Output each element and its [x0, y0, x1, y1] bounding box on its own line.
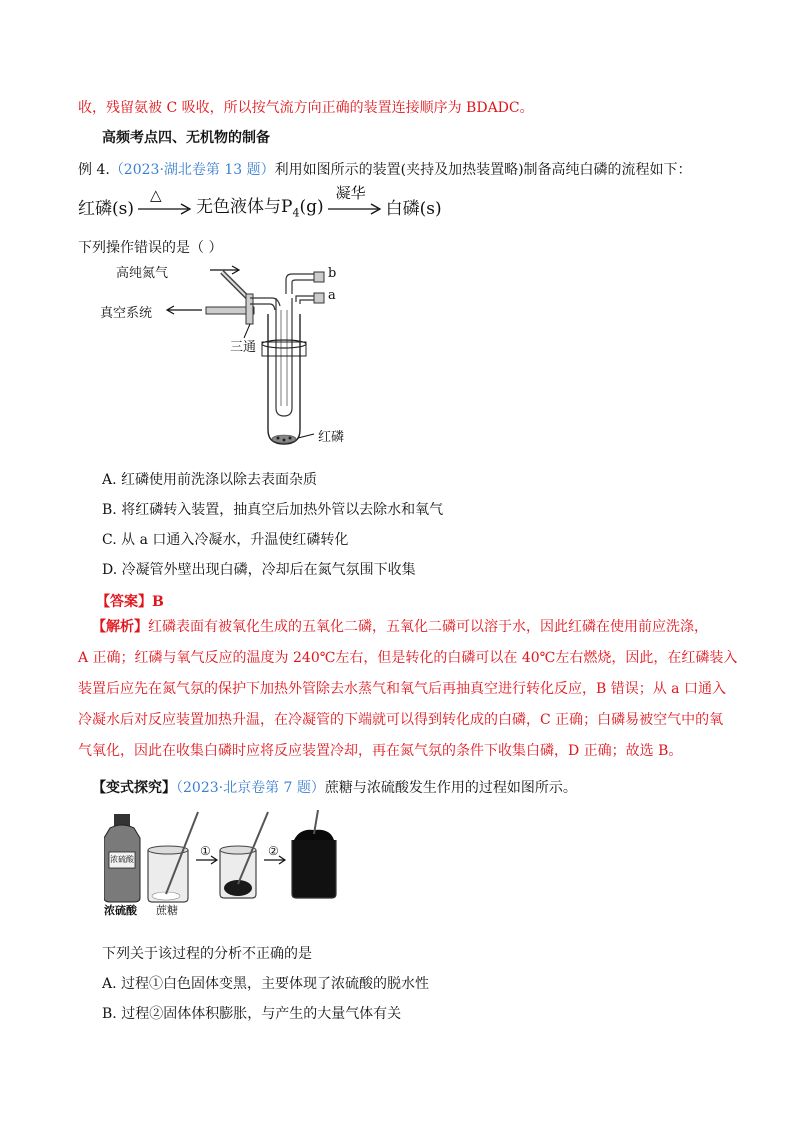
flow-arrow-1: [136, 186, 194, 222]
question: 下列操作错误的是（ ）: [78, 240, 223, 256]
answer-value: B: [152, 594, 164, 610]
top-line: 收，残留氨被 C 吸收，所以按气流方向正确的装置连接顺序为 BDADC。: [78, 100, 534, 116]
step1-label: ①: [200, 844, 211, 858]
port-a-label: a: [328, 288, 336, 303]
flow-start: 红磷(s): [78, 198, 134, 219]
sublimation-label: 凝华: [335, 184, 366, 202]
section-title: 高频考点四、无机物的制备: [102, 130, 270, 146]
sugar-reaction-photo: [104, 810, 354, 920]
apparatus-figure: [100, 258, 380, 458]
heat-symbol: △: [150, 186, 162, 204]
option-d: D. 冷凝管外壁出现白磷，冷却后在氮气氛围下收集: [102, 562, 416, 578]
bottle-label: 浓硫酸: [110, 855, 134, 864]
option-b: B. 将红磷转入装置，抽真空后加热外管以去除水和氧气: [102, 502, 444, 518]
analysis-row: 冷凝水后对反应装置加热升温，在冷凝管的下端就可以得到转化成的白磷，C 正确；白磷易被空气中的氧: [78, 712, 724, 728]
analysis-row: 【解析】红磷表面有被氧化生成的五氧化二磷，五氧化二磷可以溶于水，因此红磷在使用前应洗涤，: [92, 619, 708, 635]
flow-arrow-2: [326, 184, 384, 222]
question-2: 下列关于该过程的分析不正确的是: [102, 946, 312, 962]
vacuum-label: 真空系统: [100, 306, 153, 321]
example-line: [78, 160, 692, 180]
port-b-label: b: [328, 266, 337, 281]
red-phosphorus-label: 红磷: [318, 430, 345, 445]
example-text: 利用如图所示的装置(夹持及加热装置略)制备高纯白磷的流程如下：: [274, 162, 692, 178]
acid-label: 浓硫酸: [104, 904, 137, 917]
flow-end: 白磷(s): [385, 198, 442, 219]
three-way-label: 三通: [230, 340, 257, 355]
option-a: A. 红磷使用前洗涤以除去表面杂质: [102, 472, 318, 488]
arrow-right-icon: [136, 190, 194, 222]
answer: [96, 592, 164, 612]
reaction-drawing: [104, 810, 354, 920]
analysis: [78, 612, 738, 767]
step2-label: ②: [268, 844, 279, 858]
option2-a: A. 过程①白色固体变黑，主要体现了浓硫酸的脱水性: [102, 976, 430, 992]
option-c: C. 从 a 口通入冷凝水，升温使红磷转化: [102, 532, 349, 548]
flow-equation: [78, 184, 442, 222]
flow-middle: 无色液体与$P_4(g)$: [196, 197, 324, 220]
option2-b: B. 过程②固体体积膨胀，与产生的大量气体有关: [102, 1006, 402, 1022]
variant-text: 蔗糖与浓硫酸发生作用的过程如图所示。: [324, 780, 577, 796]
analysis-row: 装置后应先在氮气氛的保护下加热外管除去水蒸气和氧气后再抽真空进行转化反应，B 错误；从 a 口通入: [78, 681, 726, 697]
analysis-row: A 正确；红磷与氧气反应的温度为 240℃左右，但是转化的白磷可以在 40℃左右燃烧，因此，在红磷装入: [78, 650, 738, 666]
variant-label: 【变式探究】: [92, 780, 176, 796]
analysis-row: 气氧化，因此在收集白磷时应将反应装置冷却，再在氮气氛的条件下收集白磷，D 正确；故选 B。: [78, 743, 683, 759]
answer-label: 【答案】: [96, 594, 152, 610]
sugar-label: 蔗糖: [156, 904, 178, 917]
variant-line: [92, 778, 577, 798]
nitrogen-label: 高纯氮气: [116, 266, 169, 281]
example-source: （2023·湖北卷第 13 题）: [109, 162, 275, 178]
variant-source: （2023·北京卷第 7 题）: [176, 780, 325, 796]
example-prefix: 例 4.: [78, 162, 110, 178]
analysis-label: 【解析】: [92, 619, 148, 635]
